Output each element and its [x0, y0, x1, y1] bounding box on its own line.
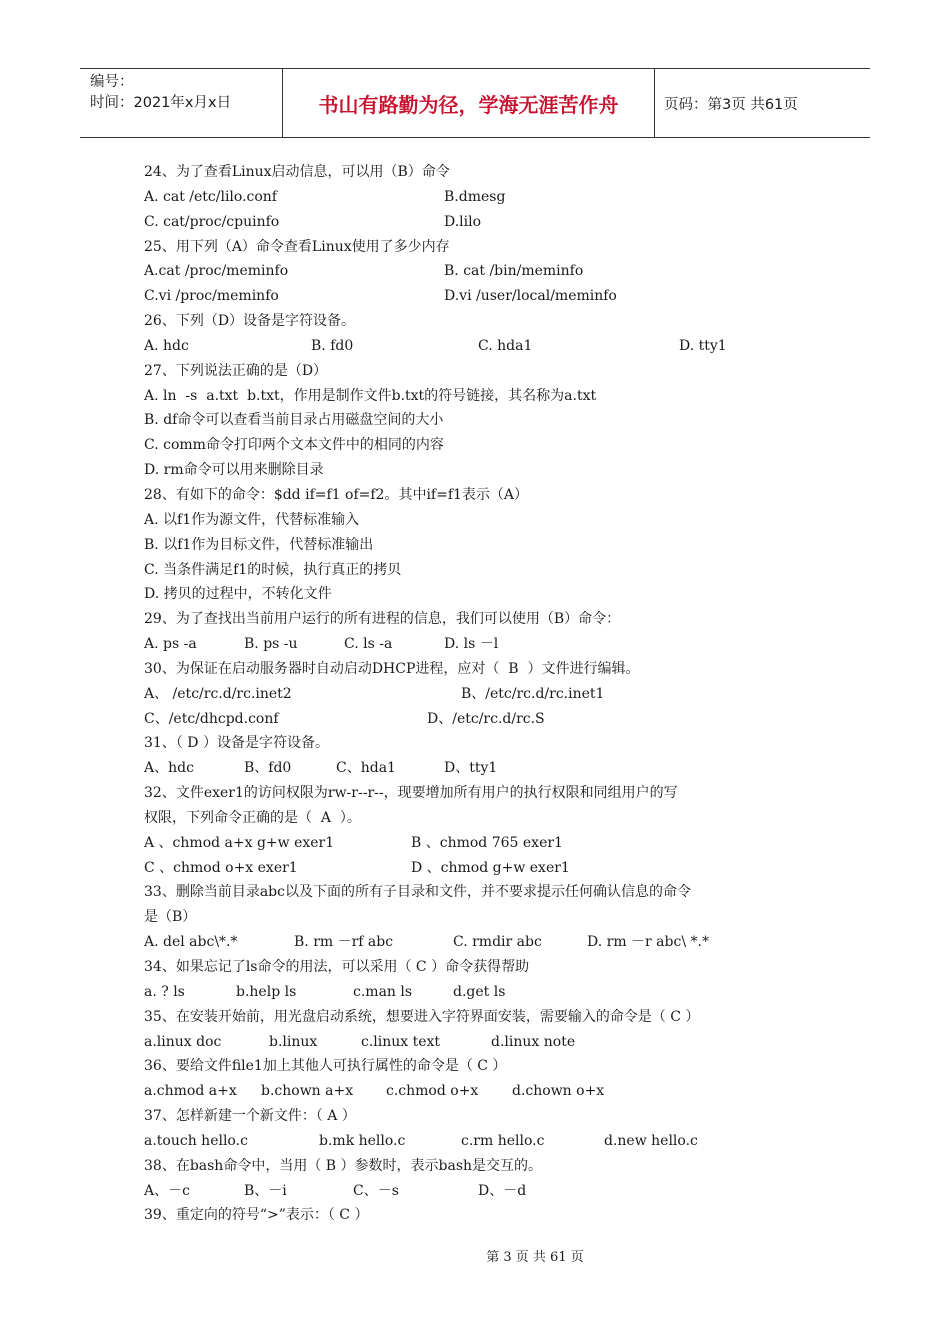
- text-line: [144, 210, 824, 235]
- option-text: D、/etc/rc.d/rc.S: [427, 710, 545, 727]
- text-line: [144, 955, 824, 980]
- text-line: [144, 607, 824, 632]
- text-line: [144, 458, 824, 483]
- option-text: c.linux text: [361, 1033, 441, 1050]
- text-line: [144, 831, 824, 856]
- option-text: D.lilo: [444, 213, 482, 230]
- option-text: c.rm hello.c: [461, 1132, 545, 1149]
- text-line: [144, 160, 824, 185]
- text-line: [144, 309, 824, 334]
- option-text: D. tty1: [679, 337, 727, 354]
- option-text: C. ls -a: [344, 636, 393, 653]
- option-text: c.man ls: [353, 983, 413, 1000]
- text-line: [144, 508, 824, 533]
- text-line: [144, 731, 824, 756]
- line-text: 权限，下列命令正确的是（ A ）。: [144, 809, 361, 826]
- text-line: [144, 582, 824, 607]
- line-text: B. df命令可以查看当前目录占用磁盘空间的大小: [144, 412, 444, 429]
- text-line: [144, 1154, 824, 1179]
- option-text: A. hdc: [144, 337, 189, 354]
- text-line: [144, 880, 824, 905]
- text-line: [144, 980, 824, 1005]
- line-text: 28、有如下的命令：$dd if=f1 of=f2。其中if=f1表示（A）: [144, 486, 529, 503]
- text-line: [144, 259, 824, 284]
- option-text: A、 /etc/rc.d/rc.inet2: [144, 685, 292, 702]
- line-text: 26、下列（D）设备是字符设备。: [144, 313, 356, 330]
- line-text: 38、在bash命令中，当用（ B ）参数时，表示bash是交互的。: [144, 1157, 543, 1174]
- text-line: [144, 384, 824, 409]
- text-line: [144, 1129, 824, 1154]
- option-text: B.dmesg: [444, 188, 506, 205]
- option-text: D、－d: [478, 1182, 527, 1199]
- option-text: A. del abc\*.*: [144, 934, 238, 951]
- line-text: C. 当条件满足f1的时候，执行真正的拷贝: [144, 561, 402, 578]
- text-line: [144, 905, 824, 930]
- line-text: D. rm命令可以用来删除目录: [144, 462, 324, 479]
- option-text: B、fd0: [244, 760, 292, 777]
- option-text: A. ps -a: [144, 636, 197, 653]
- text-line: [144, 359, 824, 384]
- text-line: [144, 433, 824, 458]
- option-text: D. rm －r abc\ *.*: [587, 934, 709, 951]
- text-line: [144, 707, 824, 732]
- text-line: [144, 930, 824, 955]
- option-text: B. cat /bin/meminfo: [444, 263, 584, 280]
- line-text: 37、怎样新建一个新文件：（ A ）: [144, 1108, 356, 1125]
- text-line: [144, 756, 824, 781]
- option-text: d.new hello.c: [604, 1132, 698, 1149]
- text-line: [144, 682, 824, 707]
- option-text: C、/etc/dhcpd.conf: [144, 710, 279, 727]
- text-line: [144, 408, 824, 433]
- text-line: [144, 235, 824, 260]
- text-line: [144, 334, 824, 359]
- line-text: 32、文件exer1的访问权限为rw-r--r--，现要增加所有用户的执行权限和同组用户的写: [144, 785, 678, 802]
- text-line: [144, 483, 824, 508]
- option-text: c.chmod o+x: [386, 1083, 479, 1100]
- option-text: B 、chmod 765 exer1: [411, 834, 563, 851]
- option-text: a.chmod a+x: [144, 1083, 237, 1100]
- doc-date-label: 时间：2021年x月x日: [90, 95, 232, 111]
- option-text: D、tty1: [444, 760, 498, 777]
- option-text: C.vi /proc/meminfo: [144, 288, 279, 305]
- option-text: A.cat /proc/meminfo: [144, 263, 289, 280]
- line-text: A. ln -s a.txt b.txt，作用是制作文件b.txt的符号链接，其名称为a.txt: [144, 387, 597, 404]
- line-text: D. 拷贝的过程中，不转化文件: [144, 586, 332, 603]
- option-text: C 、chmod o+x exer1: [144, 859, 298, 876]
- option-text: b.chown a+x: [261, 1083, 354, 1100]
- line-text: 34、如果忘记了ls命令的用法，可以采用（ C ）命令获得帮助: [144, 959, 530, 975]
- text-line: [144, 1179, 824, 1204]
- option-text: d.chown o+x: [512, 1083, 605, 1100]
- text-line: [144, 657, 824, 682]
- line-text: 33、删除当前目录abc以及下面的所有子目录和文件，并不要求提示任何确认信息的命令: [144, 884, 691, 901]
- line-text: 25、用下列（A）命令查看Linux使用了多少内存: [144, 238, 450, 255]
- text-line: [144, 558, 824, 583]
- option-text: C. rmdir abc: [453, 934, 542, 951]
- line-text: 24、为了查看Linux启动信息，可以用（B）命令: [144, 164, 450, 180]
- line-text: 27、下列说法正确的是（D）: [144, 362, 328, 379]
- line-text: 35、在安装开始前，用光盘启动系统，想要进入字符界面安装，需要输入的命令是（ C ）: [144, 1008, 700, 1025]
- option-text: B. ps -u: [244, 636, 298, 653]
- option-text: d.linux note: [491, 1033, 576, 1050]
- option-text: A、－c: [144, 1182, 190, 1199]
- option-text: A. cat /etc/lilo.conf: [144, 188, 277, 205]
- header-page-info: 页码：第3页 共61页: [664, 96, 798, 113]
- option-text: a.linux doc: [144, 1033, 222, 1050]
- option-text: a.touch hello.c: [144, 1132, 248, 1149]
- header-motto: 书山有路勤为径，学海无涯苦作舟: [283, 69, 655, 137]
- line-text: 30、为保证在启动服务器时自动启动DHCP进程，应对（ B ）文件进行编辑。: [144, 660, 640, 677]
- text-line: [144, 533, 824, 558]
- option-text: b.linux: [269, 1033, 318, 1050]
- option-text: B、－i: [244, 1182, 287, 1199]
- line-text: A. 以f1作为源文件，代替标准输入: [144, 511, 360, 528]
- page-footer: 第 3 页 共 61 页: [486, 1250, 584, 1265]
- text-line: [144, 1030, 824, 1055]
- option-text: A 、chmod a+x g+w exer1: [144, 834, 335, 851]
- text-line: [144, 1054, 824, 1079]
- option-text: B. fd0: [311, 337, 354, 354]
- option-text: C、－s: [353, 1182, 399, 1199]
- option-text: d.get ls: [453, 983, 506, 1000]
- text-line: [144, 806, 824, 831]
- page-header: [80, 68, 870, 138]
- header-meta: [80, 69, 283, 137]
- line-text: C. comm命令打印两个文本文件中的相同的内容: [144, 437, 444, 454]
- document-body: [144, 160, 824, 1228]
- option-text: B、/etc/rc.d/rc.inet1: [461, 685, 605, 702]
- option-text: C. cat/proc/cpuinfo: [144, 213, 280, 230]
- line-text: 31、（ D ）设备是字符设备。: [144, 735, 329, 752]
- line-text: 36、要给文件file1加上其他人可执行属性的命令是（ C ）: [144, 1058, 507, 1075]
- option-text: D.vi /user/local/meminfo: [444, 288, 617, 305]
- text-line: [144, 632, 824, 657]
- option-text: C、hda1: [336, 760, 396, 777]
- line-text: 39、重定向的符号“>”表示：（ C ）: [144, 1207, 369, 1224]
- text-line: [144, 1005, 824, 1030]
- option-text: A、hdc: [144, 760, 194, 777]
- text-line: [144, 856, 824, 881]
- text-line: [144, 1203, 824, 1228]
- text-line: [144, 1079, 824, 1104]
- text-line: [144, 1104, 824, 1129]
- option-text: b.mk hello.c: [319, 1132, 406, 1149]
- option-text: D 、chmod g+w exer1: [411, 859, 570, 876]
- option-text: C. hda1: [478, 337, 533, 354]
- option-text: B. rm －rf abc: [294, 934, 394, 951]
- line-text: 29、为了查找出当前用户运行的所有进程的信息，我们可以使用（B）命令：: [144, 611, 621, 628]
- option-text: D. ls －l: [444, 636, 499, 653]
- option-text: a. ? ls: [144, 983, 185, 1000]
- option-text: b.help ls: [236, 983, 297, 1000]
- text-line: [144, 185, 824, 210]
- doc-number-label: 编号：: [90, 74, 134, 90]
- line-text: B. 以f1作为目标文件，代替标准输出: [144, 536, 374, 553]
- line-text: 是（B）: [144, 909, 197, 926]
- text-line: [144, 284, 824, 309]
- text-line: [144, 781, 824, 806]
